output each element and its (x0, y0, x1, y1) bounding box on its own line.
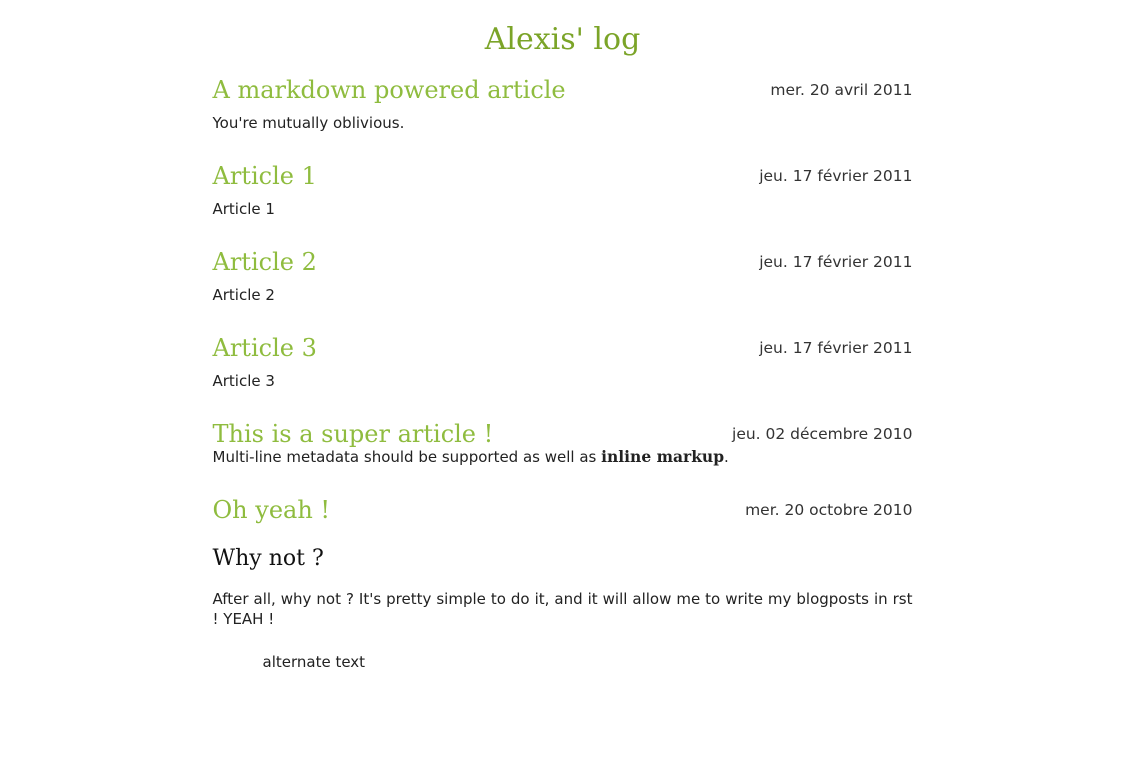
article-date: mer. 20 avril 2011 (770, 81, 913, 99)
list-item (213, 159, 913, 219)
page-root (0, 22, 1125, 772)
article-title-link[interactable]: Oh yeah ! (212, 496, 331, 524)
page-title: Alexis' log (484, 22, 641, 57)
article-summary-suffix: . (724, 448, 729, 466)
article-header (213, 73, 913, 107)
article-header (213, 493, 913, 527)
spacer (213, 133, 913, 159)
article-header (213, 159, 913, 193)
article-title-link[interactable]: Article 1 (212, 162, 317, 190)
list-item (213, 331, 913, 391)
article-paragraph: After all, why not ? It's pretty simple to do it, and it will allow me to write my blogposts in rst ! YEAH ! (212, 590, 913, 628)
article-summary: Article 3 (212, 372, 275, 390)
list-item (213, 417, 913, 467)
article-header (213, 417, 913, 451)
article-title-link[interactable]: A markdown powered article (212, 76, 566, 104)
article-date: jeu. 02 décembre 2010 (732, 425, 913, 443)
image-alt-text: alternate text (262, 653, 366, 671)
spacer (213, 305, 913, 331)
spacer (213, 219, 913, 245)
spacer (213, 467, 913, 493)
list-item (213, 493, 913, 671)
article-date: jeu. 17 février 2011 (759, 253, 913, 271)
article-title-link[interactable]: Article 3 (212, 334, 317, 362)
article-title-link[interactable]: This is a super article ! (212, 420, 494, 448)
article-date: jeu. 17 février 2011 (759, 339, 913, 357)
article-date: jeu. 17 février 2011 (759, 167, 913, 185)
article-header (213, 331, 913, 365)
article-summary-prefix: Multi-line metadata should be supported as well as (212, 448, 602, 466)
list-item (213, 245, 913, 305)
article-summary: You're mutually oblivious. (212, 114, 405, 132)
article-header (213, 245, 913, 279)
article-title-link[interactable]: Article 2 (212, 248, 317, 276)
article-summary: Article 1 (212, 200, 275, 218)
article-summary: Article 2 (212, 286, 275, 304)
articles-list (213, 57, 913, 671)
article-summary-strong: inline markup (601, 447, 725, 466)
article-date: mer. 20 octobre 2010 (745, 501, 913, 519)
spacer (213, 391, 913, 417)
article-subheading: Why not ? (212, 546, 324, 571)
list-item (213, 73, 913, 133)
